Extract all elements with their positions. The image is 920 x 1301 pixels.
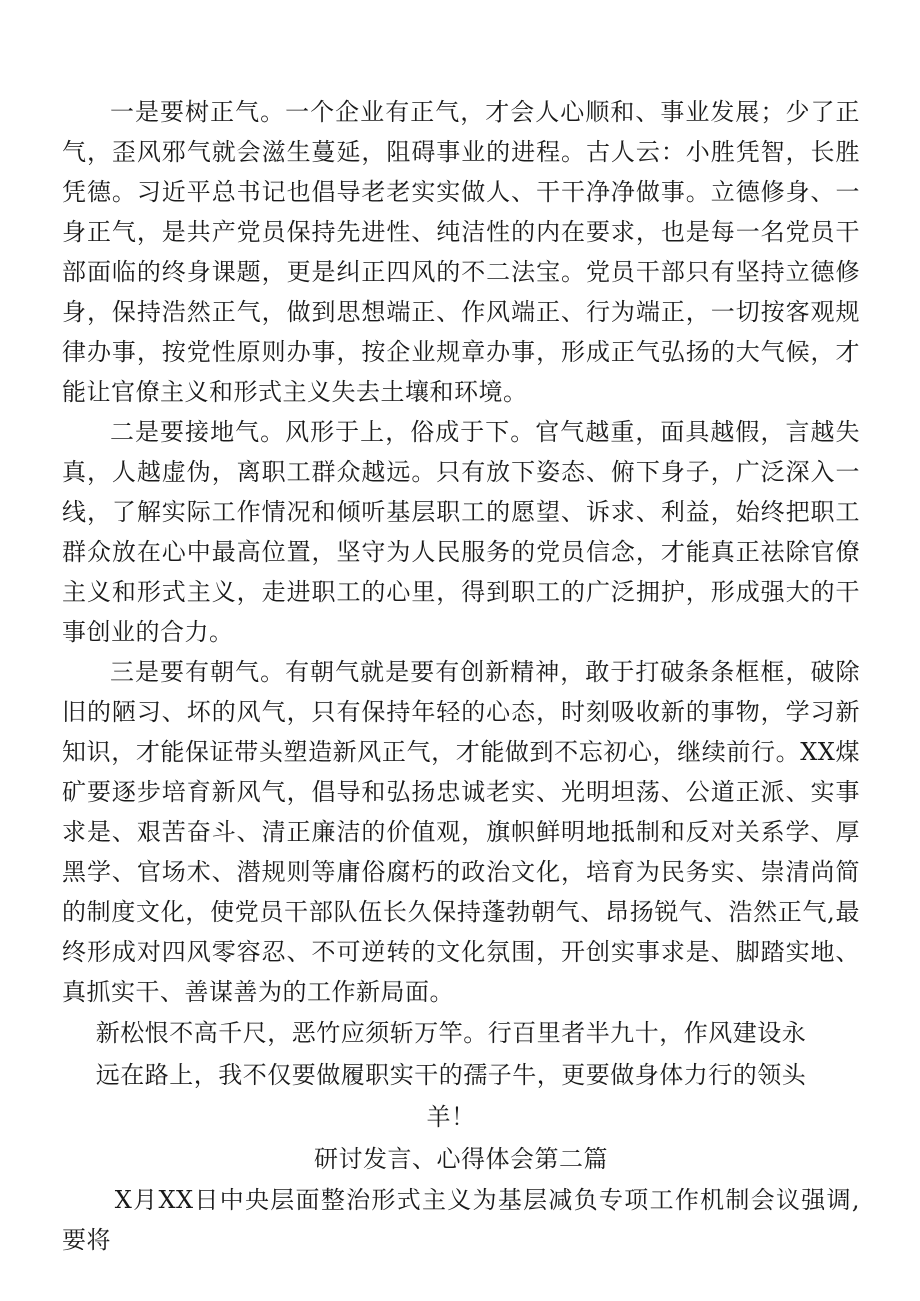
paragraph-uprightness: 一是要树正气。一个企业有正气，才会人心顺和、事业发展；少了正气，歪风邪气就会滋生蔓延，阻碍事业的进程。古人云：小胜凭智，长胜凭德。习近平总书记也倡导老老实实做人、干干净净做事。立德修身、一身正气，是共产党员保持先进性、纯洁性的内在要求，也是每一名党员干部面临的终身课题，更是纠正四风的不二法宝。党员干部只有坚持立德修身，保持浩然正气，做到思想端正、作风端正、行为端正，一切按客观规律办事，按党性原则办事，按企业规章办事，形成正气弘扬的大气候，才能让官僚主义和形式主义失去土壤和环境。 xyxy=(62,98,860,406)
paragraph-next-section: X月XX日中央层面整治形式主义为基层减负专项工作机制会议强调,要将 xyxy=(62,1186,860,1254)
closing-line-2: 远在路上，我不仅要做履职实干的孺子牛，更要做身体力行的领头羊！ xyxy=(95,1061,807,1131)
document-page xyxy=(62,92,860,1260)
section-heading: 研讨发言、心得体会第二篇 xyxy=(314,1145,608,1173)
closing-quote xyxy=(62,1012,860,1138)
paragraph-grounded: 二是要接地气。风形于上，俗成于下。官气越重，面具越假，言越失真，人越虚伪，离职工群众越远。只有放下姿态、俯下身子，广泛深入一线，了解实际工作情况和倾听基层职工的愿望、诉求、利益，始终把职工群众放在心中最高位置，坚守为人民服务的党员信念，才能真正祛除官僚主义和形式主义，走进职工的心里，得到职工的广泛拥护，形成强大的干事创业的合力。 xyxy=(62,418,860,646)
paragraph-vigor: 三是要有朝气。有朝气就是要有创新精神，敢于打破条条框框，破除旧的陋习、坏的风气，只有保持年轻的心态，时刻吸收新的事物，学习新知识，才能保证带头塑造新风正气，才能做到不忘初心，继续前行。XX煤矿要逐步培育新风气，倡导和弘扬忠诚老实、光明坦荡、公道正派、实事求是、艰苦奋斗、清正廉洁的价值观，旗帜鲜明地抵制和反对关系学、厚黑学、官场术、潜规则等庸俗腐朽的政治文化，培育为民务实、崇清尚简的制度文化，使党员干部队伍长久保持蓬勃朝气、昂扬锐气、浩然正气,最终形成对四风零容忍、不可逆转的文化氛围，开创实事求是、脚踏实地、真抓实干、善谋善为的工作新局面。 xyxy=(62,658,860,1006)
closing-line-1: 新松恨不高千尺，恶竹应须斩万竿。行百里者半九十，作风建设永 xyxy=(95,1019,807,1047)
